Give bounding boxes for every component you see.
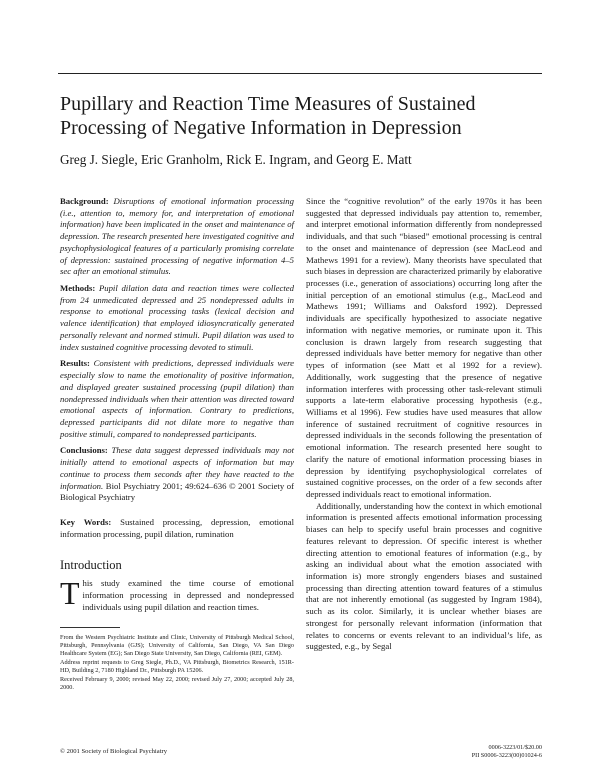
background-label: Background: (60, 196, 109, 206)
section-heading-introduction: Introduction (60, 558, 122, 573)
footnote-rule (60, 627, 120, 628)
intro-text: his study examined the time course of emotional information processing in depressed and nondepressed individuals using pupil dilation and reaction times. (82, 578, 294, 612)
abstract-conclusions (60, 445, 294, 504)
conclusions-label: Conclusions: (60, 445, 108, 456)
footnote-affiliations: From the Western Psychiatric Institute and Clinic, University of Pittsburgh Medical School, Pittsburgh, Pennsylvania (GJS); University of California, San Diego, VA San Diego Healthcare System (EG); San Diego State University, San Diego, California (REI, GEM). (60, 634, 294, 658)
abstract-results (60, 358, 294, 440)
abstract-background (60, 196, 294, 278)
intro-paragraph (60, 575, 294, 613)
methods-text: Pupil dilation data and reaction times were collected from 24 unmedicated depressed and 25 nondepressed adults in response to emotional processing tasks (lexical decision and valence identification) that employed idiosyncratically generated personally relevant and normed stimuli. Pupil dilation was used to index sustained cognitive processing devoted to stimuli. (60, 283, 295, 352)
footnote-received-dates: Received February 9, 2000; revised May 22, 2000; revised July 27, 2000; accepted July 28, 2000. (60, 676, 294, 692)
drop-cap: T (60, 575, 80, 612)
body-paragraph: Since the “cognitive revolution” of the early 1970s it has been suggested that depressed individuals pay attention to, remember, and interpret emotional information differently from nondepressed individuals, and that such “biased” emotional processing is central to the onset and maintenance of depression (see MacLeod and Mathews 1991 for a review). Many theorists have speculated that such biases in depression are characterized primarily by elaborative processes (i.e., generation of associations) occurring long after the initial perception of an emotional stimulus (e.g., MacLeod and Mathews 1991; Williams and Oaksford 1992). Depressed individuals are specifically hypothesized to associate negative information with negative memories, or ruminate upon it. This conclusion is drawn largely from research suggesting that depressed individuals have better memory for negative than other types of information (see Matt et al 1992 for a review). Additionally, work suggesting that the presence of negative information interferes with processing other task-relevant stimuli supports a late-term elaborative processing hypothesis (e.g., Williams et al 1996). Few studies have used measures that allow inference of sustained recruitment of cognitive resources in depressed individuals in the seconds following the presentation of emotional information. The research presented here sought to clarify the nature of emotional information processing biases in depression by identifying psychophysiological correlates of sustained cognitive processes, on the order of a few seconds after depressed individuals react to emotional information. (306, 196, 542, 499)
body-paragraph: Additionally, understanding how the context in which emotional information is presented affects emotional information processing biases can help to specify useful brain processes and cognitive features relevant to depression. Of specific interest is whether directing attention to emotional features of information (e.g., by asking an individual about what the emotion associated with information is) more strongly engenders biases and sustained processing than directing attention toward features of a stimulus that are not inherently emotional (as suggested by Ingram 1984), such as its color. Similarly, it is unclear whether biases are strongest for personally relevant information (information that relates to concerns or events relevant to an individual’s life, as suggested, e.g., by Segal (306, 500, 542, 652)
journal-citation: Biol Psychiatry 2001; 49:624–636 © 2001 Society of Biological Psychiatry (60, 480, 294, 503)
conclusions-text: These data suggest depressed individuals may not initially attend to emotional aspects of information but may continue to process them seconds after they have reacted to the information. (60, 445, 294, 491)
issn-price: 0006-3223/01/$20.00 (488, 744, 542, 751)
keywords-text: Sustained processing, depression, emotional information processing, pupil dilation, rumination (60, 516, 295, 539)
keywords-label: Key Words: (60, 516, 112, 527)
article-title: Pupillary and Reaction Time Measures of Sustained Processing of Negative Information in Depression (60, 93, 476, 139)
left-column (60, 196, 294, 693)
results-label: Results: (60, 358, 90, 369)
author-list: Greg J. Siegle, Eric Granholm, Rick E. Ingram, and Georg E. Matt (60, 152, 412, 167)
footnote-reprint-address: Address reprint requests to Greg Siegle, Ph.D., VA Pittsburgh, Biometrics Research, 151R-HD, Building 2, 7180 Highland Dr., Pittsburgh PA 15206. (60, 659, 294, 675)
header-rule (58, 73, 542, 74)
copyright-footer: © 2001 Society of Biological Psychiatry (60, 748, 168, 755)
methods-label: Methods: (60, 283, 96, 294)
abstract-methods (60, 283, 294, 353)
right-column (306, 196, 542, 653)
background-text: Disruptions of emotional information processing (i.e., attention to, memory for, and interpretation of emotional information) have been implicated in the onset and maintenance of depression. The research presented here investigated cognitive and psychophysiological features of a particularly promising correlate of depression: sustained processing of negative information 4–5 sec after an emotional stimulus. (60, 196, 294, 277)
pii-code: PII S0006-3223(00)01024-6 (471, 752, 542, 759)
doi-footer (472, 744, 542, 760)
results-text: Consistent with predictions, depressed individuals were especially slow to name the emotionality of positive information, and displayed greater sustained processing (pupil dilation) than nondepressed individuals when their attention was directed toward emotional aspects of information. Contrary to predictions, depressed participants did not dilate more to negative than positive stimuli, compared to nondepressed participants. (60, 358, 295, 439)
keywords (60, 517, 294, 540)
abstract (60, 196, 294, 504)
